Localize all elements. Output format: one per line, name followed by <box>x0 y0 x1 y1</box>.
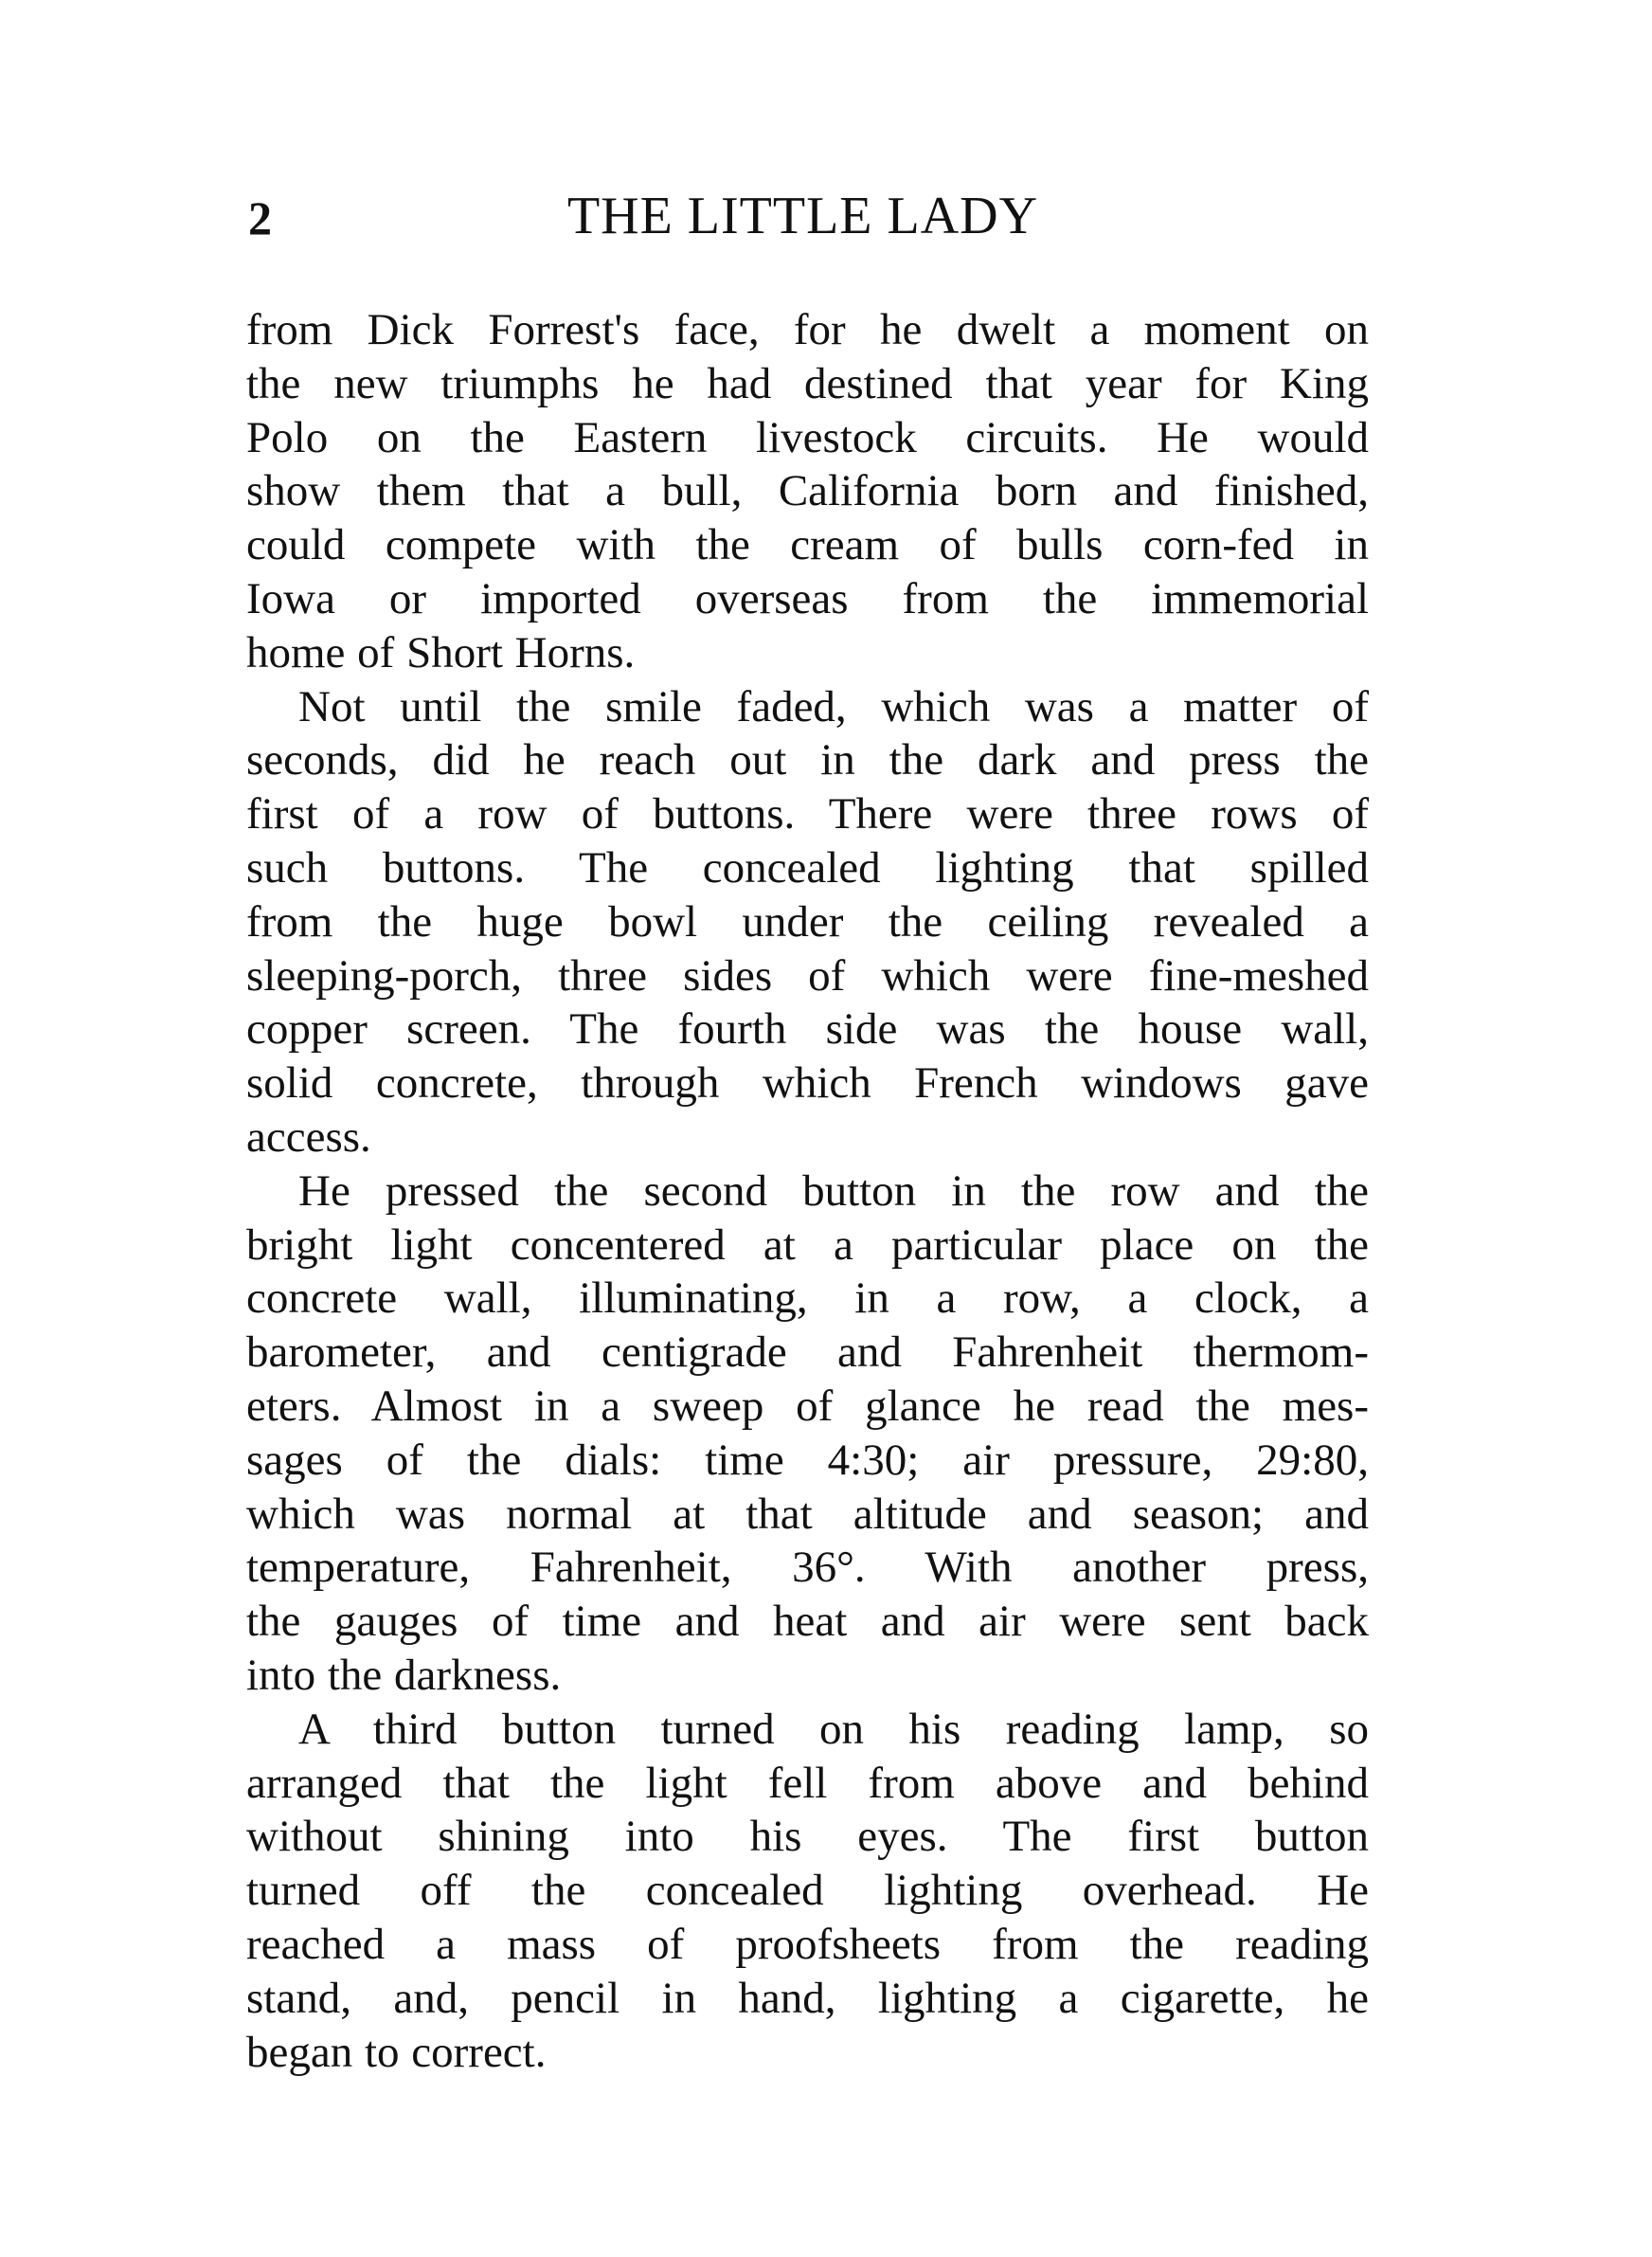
page-number: 2 <box>248 191 272 244</box>
text-line: into the darkness. <box>246 1650 562 1700</box>
text-line: eters. Almost in a sweep of glance he read the mes- <box>246 1381 1369 1431</box>
text-line: such buttons. The concealed lighting that spilled <box>246 842 1369 893</box>
text-line: the gauges of time and heat and air were sent back <box>246 1597 1369 1647</box>
text-line: copper screen. The fourth side was the house wall, <box>246 1004 1369 1055</box>
text-line: could compete with the cream of bulls corn-fed in <box>246 520 1369 570</box>
text-line: sleeping-porch, three sides of which were fine-meshed <box>246 950 1369 1001</box>
text-line: stand, and, pencil in hand, lighting a cigarette, he <box>246 1973 1369 2023</box>
text-line: first of a row of buttons. There were three rows of <box>246 789 1369 840</box>
text-line: bright light concentered at a particular place on the <box>246 1219 1369 1270</box>
text-line: show them that a bull, California born and finished, <box>246 466 1369 516</box>
text-line: Polo on the Eastern livestock circuits. He would <box>246 412 1369 462</box>
text-line: home of Short Horns. <box>246 627 636 677</box>
text-line: without shining into his eyes. The first button <box>246 1812 1369 1862</box>
text-line: the new triumphs he had destined that year for King <box>246 358 1369 408</box>
text-line: concrete wall, illuminating, in a row, a clock, a <box>246 1273 1369 1324</box>
text-line: solid concrete, through which French windows gave <box>246 1058 1369 1109</box>
text-line: which was normal at that altitude and season; and <box>246 1489 1369 1539</box>
text-line: seconds, did he reach out in the dark and press the <box>246 735 1369 785</box>
text-line: turned off the concealed lighting overhead. He <box>246 1866 1369 1916</box>
text-line: access. <box>246 1111 371 1162</box>
text-line: from the huge bowl under the ceiling revealed a <box>246 896 1369 947</box>
running-title: THE LITTLE LADY <box>566 187 1039 245</box>
text-line: from Dick Forrest's face, for he dwelt a moment on <box>246 305 1369 354</box>
text-line: temperature, Fahrenheit, 36°. With another press, <box>246 1543 1369 1593</box>
text-line: arranged that the light fell from above and behind <box>246 1758 1369 1808</box>
paragraph-first-line: He pressed the second button in the row and the <box>298 1165 1369 1216</box>
text-line: barometer, and centigrade and Fahrenheit thermom- <box>246 1327 1369 1378</box>
text-line: Iowa or imported overseas from the immemorial <box>246 573 1369 623</box>
paragraph-first-line: Not until the smile faded, which was a matter of <box>298 681 1369 731</box>
text-line: reached a mass of proofsheets from the reading <box>246 1919 1369 1969</box>
body-text <box>246 303 1369 2079</box>
text-line: sages of the dials: time 4:30; air pressure, 29:80, <box>246 1435 1369 1485</box>
text-line: began to correct. <box>246 2027 547 2077</box>
paragraph-first-line: A third button turned on his reading lamp, so <box>298 1704 1369 1754</box>
